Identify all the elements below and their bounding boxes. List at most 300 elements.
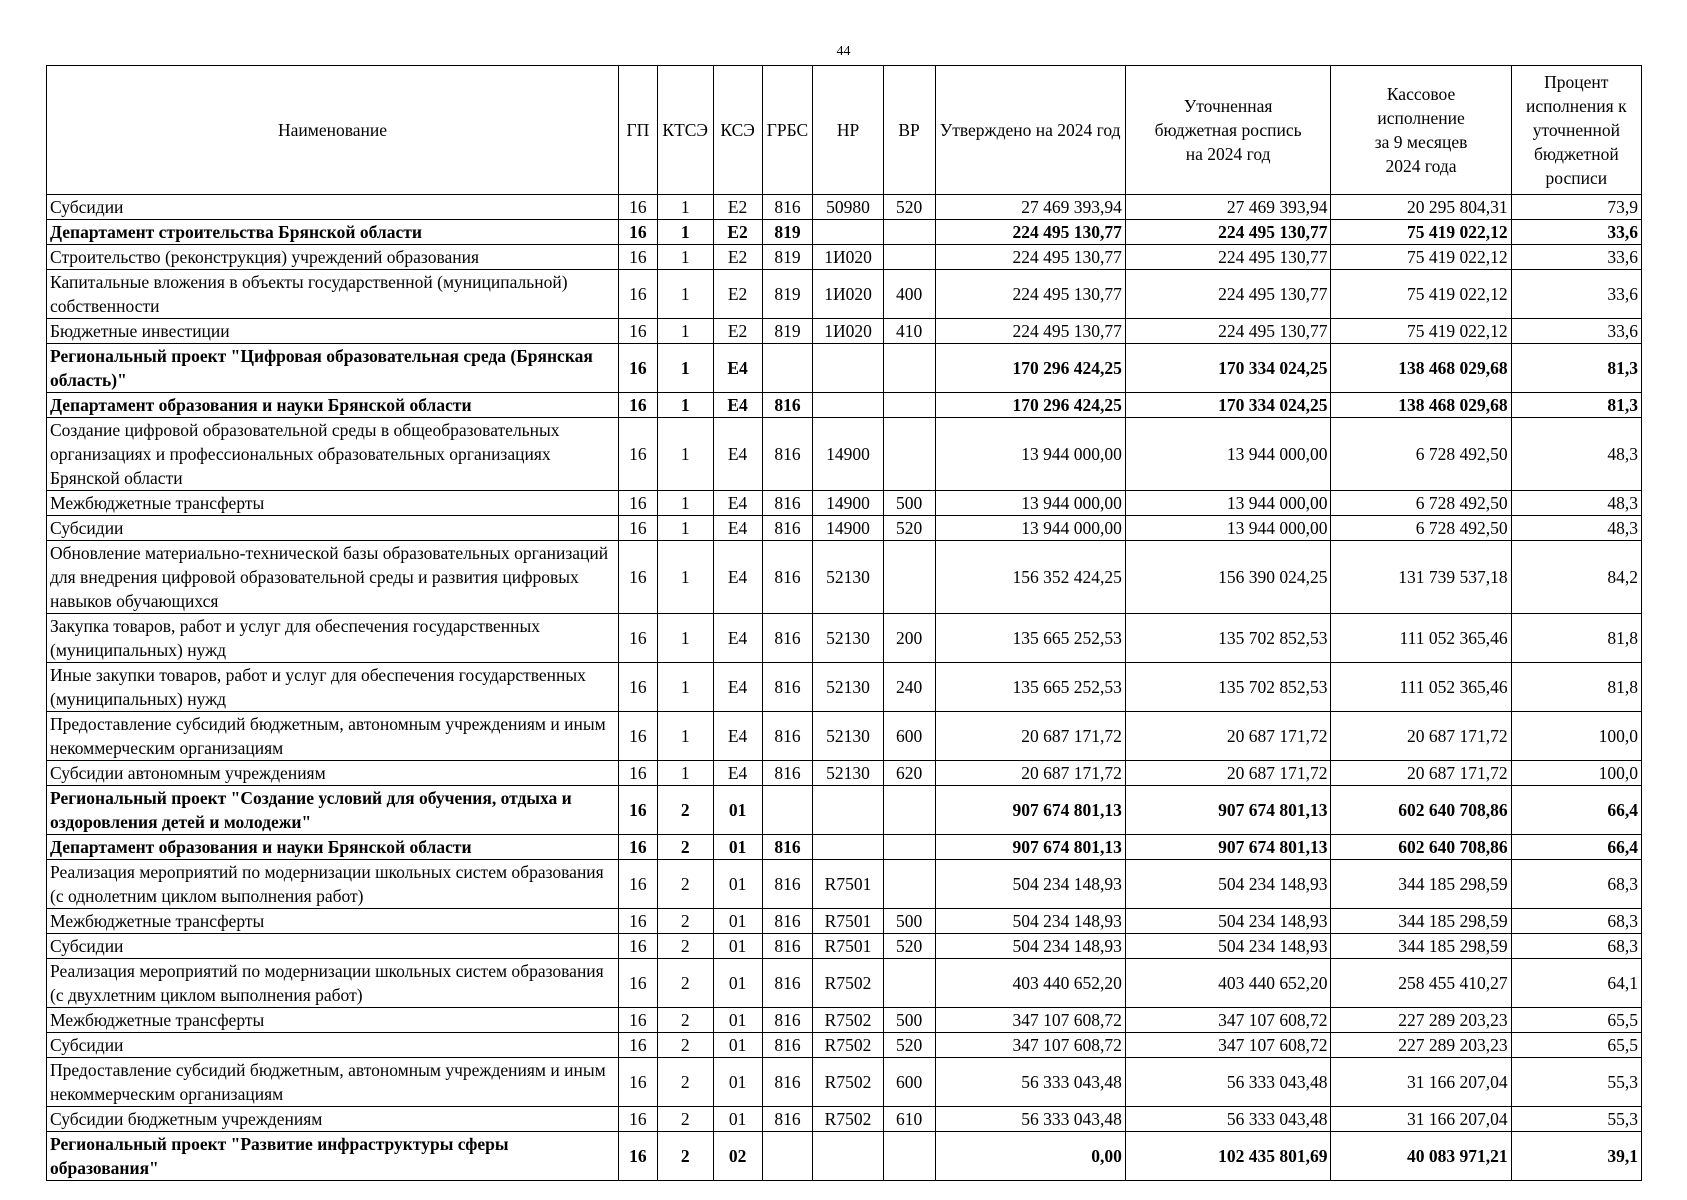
cell-grbs: 816 — [762, 541, 813, 614]
cell-gp: 16 — [619, 418, 658, 491]
cell-nr: 1И020 — [813, 319, 883, 344]
cell-percent: 68,3 — [1511, 909, 1641, 934]
cell-name: Иные закупки товаров, работ и услуг для обеспечения государственных (муниципальных) нужд — [47, 663, 619, 712]
cell-grbs: 819 — [762, 319, 813, 344]
cell-grbs: 816 — [762, 491, 813, 516]
cell-kse: 01 — [713, 1058, 762, 1107]
cell-vr: 520 — [883, 1033, 935, 1058]
cell-ktse: 2 — [657, 1058, 713, 1107]
cell-approved: 347 107 608,72 — [935, 1008, 1125, 1033]
cell-percent: 48,3 — [1511, 418, 1641, 491]
cell-cash: 20 295 804,31 — [1331, 195, 1511, 220]
cell-approved: 135 665 252,53 — [935, 614, 1125, 663]
table-row — [47, 344, 1642, 393]
cell-approved: 0,00 — [935, 1132, 1125, 1181]
cell-gp: 16 — [619, 1008, 658, 1033]
cell-refined: 224 495 130,77 — [1125, 245, 1331, 270]
cell-refined: 13 944 000,00 — [1125, 516, 1331, 541]
cell-nr: R7501 — [813, 909, 883, 934]
cell-cash: 75 419 022,12 — [1331, 245, 1511, 270]
cell-grbs — [762, 344, 813, 393]
cell-vr — [883, 344, 935, 393]
cell-refined: 20 687 171,72 — [1125, 712, 1331, 761]
cell-refined: 156 390 024,25 — [1125, 541, 1331, 614]
cell-ktse: 1 — [657, 393, 713, 418]
cell-vr: 520 — [883, 516, 935, 541]
cell-gp: 16 — [619, 1132, 658, 1181]
table-row — [47, 835, 1642, 860]
table-row — [47, 270, 1642, 319]
cell-kse: Е2 — [713, 245, 762, 270]
cell-nr: R7501 — [813, 860, 883, 909]
cell-cash: 131 739 537,18 — [1331, 541, 1511, 614]
cell-cash: 258 455 410,27 — [1331, 959, 1511, 1008]
cell-refined: 56 333 043,48 — [1125, 1058, 1331, 1107]
cell-ktse: 1 — [657, 270, 713, 319]
table-body — [47, 195, 1642, 1181]
cell-kse: 01 — [713, 934, 762, 959]
cell-vr — [883, 393, 935, 418]
cell-grbs: 816 — [762, 835, 813, 860]
cell-ktse: 2 — [657, 1132, 713, 1181]
cell-kse: Е4 — [713, 712, 762, 761]
header-nr: НР — [813, 66, 883, 195]
table-row — [47, 712, 1642, 761]
cell-nr: 1И020 — [813, 245, 883, 270]
cell-nr — [813, 835, 883, 860]
cell-ktse: 1 — [657, 319, 713, 344]
cell-grbs: 819 — [762, 245, 813, 270]
cell-name: Департамент образования и науки Брянской области — [47, 835, 619, 860]
cell-vr — [883, 1132, 935, 1181]
table-row — [47, 491, 1642, 516]
cell-nr: R7501 — [813, 934, 883, 959]
header-gp: ГП — [619, 66, 658, 195]
cell-percent: 84,2 — [1511, 541, 1641, 614]
cell-vr: 500 — [883, 1008, 935, 1033]
cell-name: Региональный проект "Создание условий для обучения, отдыха и оздоровления детей и молодежи" — [47, 786, 619, 835]
table-row — [47, 541, 1642, 614]
cell-gp: 16 — [619, 1107, 658, 1132]
cell-vr: 200 — [883, 614, 935, 663]
cell-nr — [813, 1132, 883, 1181]
cell-nr: 52130 — [813, 761, 883, 786]
cell-approved: 170 296 424,25 — [935, 344, 1125, 393]
cell-refined: 170 334 024,25 — [1125, 393, 1331, 418]
cell-refined: 224 495 130,77 — [1125, 319, 1331, 344]
cell-refined: 504 234 148,93 — [1125, 860, 1331, 909]
cell-approved: 13 944 000,00 — [935, 516, 1125, 541]
cell-gp: 16 — [619, 344, 658, 393]
cell-approved: 170 296 424,25 — [935, 393, 1125, 418]
cell-kse: Е4 — [713, 344, 762, 393]
cell-vr — [883, 245, 935, 270]
table-row — [47, 516, 1642, 541]
cell-gp: 16 — [619, 909, 658, 934]
cell-gp: 16 — [619, 761, 658, 786]
cell-nr — [813, 786, 883, 835]
cell-nr: R7502 — [813, 1058, 883, 1107]
cell-gp: 16 — [619, 786, 658, 835]
cell-percent: 33,6 — [1511, 220, 1641, 245]
page-number: 44 — [836, 44, 851, 59]
header-name: Наименование — [47, 66, 619, 195]
cell-grbs: 816 — [762, 418, 813, 491]
header-grbs: ГРБС — [762, 66, 813, 195]
cell-vr — [883, 835, 935, 860]
cell-name: Строительство (реконструкция) учреждений образования — [47, 245, 619, 270]
cell-name: Межбюджетные трансферты — [47, 909, 619, 934]
cell-cash: 40 083 971,21 — [1331, 1132, 1511, 1181]
cell-vr: 610 — [883, 1107, 935, 1132]
cell-approved: 504 234 148,93 — [935, 860, 1125, 909]
cell-grbs: 816 — [762, 393, 813, 418]
cell-ktse: 1 — [657, 220, 713, 245]
cell-cash: 75 419 022,12 — [1331, 220, 1511, 245]
cell-name: Предоставление субсидий бюджетным, автономным учреждениям и иным некоммерческим организациям — [47, 712, 619, 761]
cell-name: Департамент образования и науки Брянской области — [47, 393, 619, 418]
cell-ktse: 2 — [657, 860, 713, 909]
cell-percent: 68,3 — [1511, 860, 1641, 909]
cell-kse: Е2 — [713, 319, 762, 344]
cell-name: Бюджетные инвестиции — [47, 319, 619, 344]
cell-gp: 16 — [619, 860, 658, 909]
cell-gp: 16 — [619, 319, 658, 344]
cell-ktse: 1 — [657, 712, 713, 761]
cell-vr: 600 — [883, 1058, 935, 1107]
cell-refined: 907 674 801,13 — [1125, 786, 1331, 835]
cell-vr: 520 — [883, 934, 935, 959]
table-row — [47, 786, 1642, 835]
cell-refined: 224 495 130,77 — [1125, 220, 1331, 245]
cell-ktse: 2 — [657, 786, 713, 835]
table-row — [47, 1033, 1642, 1058]
cell-approved: 27 469 393,94 — [935, 195, 1125, 220]
cell-kse: 02 — [713, 1132, 762, 1181]
table-row — [47, 195, 1642, 220]
cell-ktse: 1 — [657, 614, 713, 663]
cell-kse: Е4 — [713, 614, 762, 663]
cell-percent: 81,3 — [1511, 393, 1641, 418]
cell-cash: 138 468 029,68 — [1331, 344, 1511, 393]
cell-nr: 1И020 — [813, 270, 883, 319]
cell-name: Обновление материально-технической базы образовательных организаций для внедрения цифровой образовательной среды и развития цифровых навыков обучающихся — [47, 541, 619, 614]
cell-grbs: 816 — [762, 909, 813, 934]
cell-cash: 31 166 207,04 — [1331, 1107, 1511, 1132]
cell-kse: Е4 — [713, 491, 762, 516]
table-row — [47, 393, 1642, 418]
table-row — [47, 663, 1642, 712]
cell-percent: 100,0 — [1511, 761, 1641, 786]
header-approved: Утверждено на 2024 год — [935, 66, 1125, 195]
cell-nr: 52130 — [813, 541, 883, 614]
cell-grbs: 816 — [762, 1033, 813, 1058]
cell-kse: Е4 — [713, 393, 762, 418]
cell-gp: 16 — [619, 245, 658, 270]
cell-refined: 347 107 608,72 — [1125, 1008, 1331, 1033]
cell-cash: 227 289 203,23 — [1331, 1008, 1511, 1033]
cell-ktse: 2 — [657, 1107, 713, 1132]
cell-cash: 344 185 298,59 — [1331, 909, 1511, 934]
cell-grbs: 816 — [762, 934, 813, 959]
table-row — [47, 1107, 1642, 1132]
cell-grbs: 816 — [762, 860, 813, 909]
cell-refined: 13 944 000,00 — [1125, 418, 1331, 491]
cell-name: Капитальные вложения в объекты государственной (муниципальной) собственности — [47, 270, 619, 319]
cell-gp: 16 — [619, 959, 658, 1008]
cell-refined: 135 702 852,53 — [1125, 663, 1331, 712]
header-vr: ВР — [883, 66, 935, 195]
cell-name: Межбюджетные трансферты — [47, 491, 619, 516]
cell-cash: 6 728 492,50 — [1331, 516, 1511, 541]
cell-grbs: 816 — [762, 195, 813, 220]
cell-gp: 16 — [619, 712, 658, 761]
cell-nr: 14900 — [813, 516, 883, 541]
cell-approved: 224 495 130,77 — [935, 319, 1125, 344]
cell-cash: 111 052 365,46 — [1331, 663, 1511, 712]
cell-ktse: 1 — [657, 541, 713, 614]
cell-gp: 16 — [619, 516, 658, 541]
cell-grbs — [762, 786, 813, 835]
cell-ktse: 1 — [657, 344, 713, 393]
table-row — [47, 245, 1642, 270]
cell-refined: 224 495 130,77 — [1125, 270, 1331, 319]
cell-gp: 16 — [619, 541, 658, 614]
table-row — [47, 761, 1642, 786]
cell-ktse: 1 — [657, 418, 713, 491]
table-row — [47, 614, 1642, 663]
cell-cash: 75 419 022,12 — [1331, 270, 1511, 319]
cell-kse: 01 — [713, 1033, 762, 1058]
cell-percent: 81,8 — [1511, 614, 1641, 663]
cell-vr: 240 — [883, 663, 935, 712]
cell-cash: 602 640 708,86 — [1331, 835, 1511, 860]
cell-vr: 620 — [883, 761, 935, 786]
table-row — [47, 319, 1642, 344]
cell-grbs: 816 — [762, 663, 813, 712]
cell-percent: 66,4 — [1511, 786, 1641, 835]
table-row — [47, 909, 1642, 934]
cell-name: Субсидии — [47, 1033, 619, 1058]
budget-execution-table — [46, 65, 1642, 1181]
cell-cash: 344 185 298,59 — [1331, 860, 1511, 909]
cell-gp: 16 — [619, 663, 658, 712]
cell-grbs: 816 — [762, 1058, 813, 1107]
cell-percent: 33,6 — [1511, 245, 1641, 270]
cell-vr: 500 — [883, 491, 935, 516]
cell-kse: Е2 — [713, 220, 762, 245]
cell-nr: R7502 — [813, 1033, 883, 1058]
cell-approved: 20 687 171,72 — [935, 712, 1125, 761]
cell-refined: 504 234 148,93 — [1125, 909, 1331, 934]
cell-cash: 602 640 708,86 — [1331, 786, 1511, 835]
cell-refined: 56 333 043,48 — [1125, 1107, 1331, 1132]
cell-vr — [883, 860, 935, 909]
header-refined: Уточненная бюджетная роспись на 2024 год — [1125, 66, 1331, 195]
cell-gp: 16 — [619, 1033, 658, 1058]
cell-percent: 81,3 — [1511, 344, 1641, 393]
cell-refined: 504 234 148,93 — [1125, 934, 1331, 959]
cell-refined: 13 944 000,00 — [1125, 491, 1331, 516]
cell-cash: 6 728 492,50 — [1331, 418, 1511, 491]
cell-ktse: 1 — [657, 195, 713, 220]
cell-grbs: 816 — [762, 761, 813, 786]
cell-ktse: 2 — [657, 1008, 713, 1033]
cell-name: Реализация мероприятий по модернизации школьных систем образования (с двухлетним циклом выполнения работ) — [47, 959, 619, 1008]
cell-ktse: 2 — [657, 934, 713, 959]
cell-nr: R7502 — [813, 959, 883, 1008]
cell-percent: 55,3 — [1511, 1107, 1641, 1132]
cell-refined: 102 435 801,69 — [1125, 1132, 1331, 1181]
cell-percent: 73,9 — [1511, 195, 1641, 220]
cell-cash: 20 687 171,72 — [1331, 761, 1511, 786]
cell-cash: 111 052 365,46 — [1331, 614, 1511, 663]
cell-gp: 16 — [619, 614, 658, 663]
header-percent: Процент исполнения к уточненной бюджетной росписи — [1511, 66, 1641, 195]
cell-kse: 01 — [713, 786, 762, 835]
cell-refined: 403 440 652,20 — [1125, 959, 1331, 1008]
cell-kse: Е4 — [713, 516, 762, 541]
cell-percent: 48,3 — [1511, 516, 1641, 541]
cell-gp: 16 — [619, 491, 658, 516]
cell-name: Субсидии автономным учреждениям — [47, 761, 619, 786]
cell-grbs: 816 — [762, 1008, 813, 1033]
cell-grbs: 816 — [762, 614, 813, 663]
cell-approved: 13 944 000,00 — [935, 418, 1125, 491]
table-row — [47, 1008, 1642, 1033]
cell-cash: 31 166 207,04 — [1331, 1058, 1511, 1107]
cell-name: Субсидии — [47, 195, 619, 220]
cell-gp: 16 — [619, 195, 658, 220]
cell-approved: 224 495 130,77 — [935, 220, 1125, 245]
cell-approved: 156 352 424,25 — [935, 541, 1125, 614]
cell-vr — [883, 418, 935, 491]
cell-gp: 16 — [619, 270, 658, 319]
table-row — [47, 860, 1642, 909]
table-row — [47, 934, 1642, 959]
cell-approved: 504 234 148,93 — [935, 909, 1125, 934]
cell-approved: 224 495 130,77 — [935, 270, 1125, 319]
cell-gp: 16 — [619, 934, 658, 959]
cell-cash: 75 419 022,12 — [1331, 319, 1511, 344]
header-ktse: КТСЭ — [657, 66, 713, 195]
cell-gp: 16 — [619, 393, 658, 418]
cell-cash: 227 289 203,23 — [1331, 1033, 1511, 1058]
cell-refined: 347 107 608,72 — [1125, 1033, 1331, 1058]
cell-kse: 01 — [713, 1008, 762, 1033]
cell-vr — [883, 220, 935, 245]
cell-kse: Е4 — [713, 418, 762, 491]
cell-kse: Е4 — [713, 663, 762, 712]
cell-vr — [883, 959, 935, 1008]
cell-approved: 403 440 652,20 — [935, 959, 1125, 1008]
cell-approved: 56 333 043,48 — [935, 1058, 1125, 1107]
table-row — [47, 220, 1642, 245]
table-row — [47, 418, 1642, 491]
cell-name: Региональный проект "Цифровая образовательная среда (Брянская область)" — [47, 344, 619, 393]
cell-refined: 20 687 171,72 — [1125, 761, 1331, 786]
cell-nr: 52130 — [813, 663, 883, 712]
cell-refined: 907 674 801,13 — [1125, 835, 1331, 860]
cell-percent: 68,3 — [1511, 934, 1641, 959]
cell-vr: 500 — [883, 909, 935, 934]
table-row — [47, 1058, 1642, 1107]
cell-kse: Е2 — [713, 195, 762, 220]
cell-approved: 56 333 043,48 — [935, 1107, 1125, 1132]
cell-kse: 01 — [713, 909, 762, 934]
cell-nr: 52130 — [813, 614, 883, 663]
cell-nr — [813, 344, 883, 393]
cell-percent: 64,1 — [1511, 959, 1641, 1008]
cell-grbs — [762, 1132, 813, 1181]
cell-nr — [813, 220, 883, 245]
header-cash: Кассовое исполнение за 9 месяцев 2024 года — [1331, 66, 1511, 195]
cell-cash: 138 468 029,68 — [1331, 393, 1511, 418]
cell-percent: 81,8 — [1511, 663, 1641, 712]
cell-kse: Е2 — [713, 270, 762, 319]
cell-percent: 100,0 — [1511, 712, 1641, 761]
cell-nr: 14900 — [813, 418, 883, 491]
cell-nr: 14900 — [813, 491, 883, 516]
cell-percent: 39,1 — [1511, 1132, 1641, 1181]
cell-gp: 16 — [619, 220, 658, 245]
cell-name: Предоставление субсидий бюджетным, автономным учреждениям и иным некоммерческим организациям — [47, 1058, 619, 1107]
cell-refined: 170 334 024,25 — [1125, 344, 1331, 393]
cell-ktse: 1 — [657, 663, 713, 712]
cell-vr — [883, 541, 935, 614]
cell-nr: R7502 — [813, 1107, 883, 1132]
cell-grbs: 819 — [762, 270, 813, 319]
cell-ktse: 2 — [657, 1033, 713, 1058]
table-row — [47, 959, 1642, 1008]
cell-percent: 65,5 — [1511, 1033, 1641, 1058]
cell-name: Региональный проект "Развитие инфраструктуры сферы образования" — [47, 1132, 619, 1181]
cell-vr: 520 — [883, 195, 935, 220]
cell-cash: 6 728 492,50 — [1331, 491, 1511, 516]
cell-vr — [883, 786, 935, 835]
cell-refined: 27 469 393,94 — [1125, 195, 1331, 220]
cell-approved: 20 687 171,72 — [935, 761, 1125, 786]
cell-percent: 55,3 — [1511, 1058, 1641, 1107]
cell-approved: 13 944 000,00 — [935, 491, 1125, 516]
cell-refined: 135 702 852,53 — [1125, 614, 1331, 663]
table-header-row — [47, 66, 1642, 195]
cell-nr: 52130 — [813, 712, 883, 761]
cell-name: Департамент строительства Брянской области — [47, 220, 619, 245]
cell-kse: 01 — [713, 835, 762, 860]
cell-cash: 344 185 298,59 — [1331, 934, 1511, 959]
cell-vr: 600 — [883, 712, 935, 761]
cell-name: Закупка товаров, работ и услуг для обеспечения государственных (муниципальных) нужд — [47, 614, 619, 663]
cell-grbs: 816 — [762, 959, 813, 1008]
table-row — [47, 1132, 1642, 1181]
cell-approved: 907 674 801,13 — [935, 786, 1125, 835]
cell-approved: 135 665 252,53 — [935, 663, 1125, 712]
cell-grbs: 816 — [762, 712, 813, 761]
cell-kse: Е4 — [713, 761, 762, 786]
cell-name: Реализация мероприятий по модернизации школьных систем образования (с однолетним циклом выполнения работ) — [47, 860, 619, 909]
cell-ktse: 1 — [657, 516, 713, 541]
cell-nr — [813, 393, 883, 418]
cell-percent: 33,6 — [1511, 270, 1641, 319]
cell-percent: 33,6 — [1511, 319, 1641, 344]
cell-percent: 66,4 — [1511, 835, 1641, 860]
cell-name: Межбюджетные трансферты — [47, 1008, 619, 1033]
cell-ktse: 1 — [657, 761, 713, 786]
cell-ktse: 1 — [657, 245, 713, 270]
cell-kse: 01 — [713, 860, 762, 909]
cell-nr: R7502 — [813, 1008, 883, 1033]
